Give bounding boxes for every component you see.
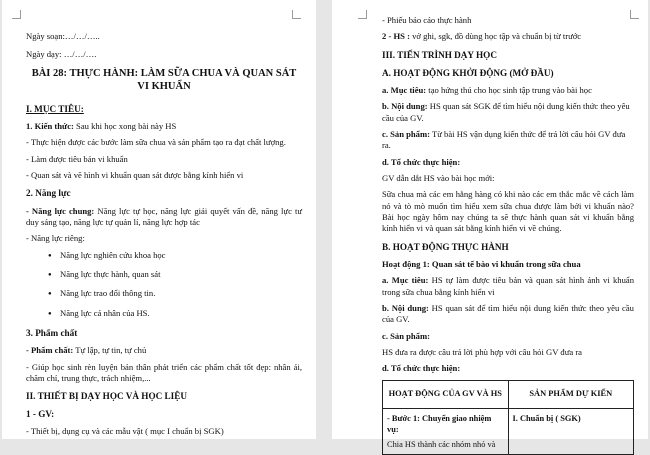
list-item: ● Năng lực trao đổi thông tin. — [48, 288, 302, 299]
content-text: HS quan sát SGK để tìm hiểu nội dung kiến thức theo yêu cầu của GV. — [382, 101, 630, 123]
knowledge-item: - Thực hiện được các bước làm sữa chua và sản phẩm tạo ra đạt chất lượng. — [26, 137, 286, 148]
report-sheet-line: - Phiếu báo cáo thực hành — [382, 15, 472, 25]
table-header-product: SẢN PHẨM DỰ KIẾN — [508, 380, 634, 408]
lesson-title: BÀI 28: THỰC HÀNH: LÀM SỮA CHUA VÀ QUAN SÁT VI KHUẨN — [31, 67, 297, 93]
step-label: - Bước 1: Chuyển giao nhiệm vụ: — [387, 413, 492, 434]
objective-text: tạo hứng thú cho học sinh tập trung vào bài học — [426, 84, 592, 95]
general-competence — [26, 206, 302, 229]
section-heading-equipment: II. THIẾT BỊ DẠY HỌC VÀ HỌC LIỆU — [26, 391, 187, 402]
activity-1-content — [382, 303, 634, 326]
product-label: c. Sản phẩm: — [382, 330, 430, 341]
general-competence-text: Năng lực tự học, năng lực giải quyết vấn đề, năng lực tư duy sáng tạo, năng lực tự quản lí, năng lực hợp tác — [26, 205, 302, 227]
competence-heading: 2. Năng lực — [26, 188, 71, 199]
product-text: Từ bài HS vận dụng kiến thức để trả lời câu hỏi GV đưa ra. — [382, 129, 626, 151]
content-label: b. Nội dung: — [382, 302, 429, 313]
competence-list — [48, 250, 302, 319]
teach-date-line: Ngày dạy: …/…/…. — [26, 49, 97, 60]
student-label: 2 - HS : — [382, 31, 410, 42]
table-row — [383, 408, 634, 454]
warmup-product — [382, 129, 634, 152]
organization-label: d. Tổ chức thực hiện: — [382, 363, 461, 374]
table-cell-product: I. Chuẩn bị ( SGK) — [508, 408, 634, 454]
section-heading-objectives: I. MỤC TIÊU: — [26, 103, 84, 114]
activity-1-heading: Hoạt động 1: Quan sát tế bào vi khuẩn trong sữa chua — [382, 258, 581, 269]
list-item: ● Năng lực nghiên cứu khoa học — [48, 250, 302, 261]
list-item: ● Năng lực cá nhân của HS. — [48, 308, 302, 319]
page-corner-mark — [630, 10, 639, 19]
step-text: Chia HS thành các nhóm nhỏ và — [387, 439, 496, 449]
quality-label: - Phẩm chất: — [26, 345, 74, 356]
intro-line: GV dẫn dắt HS vào bài học mới: — [382, 173, 495, 184]
activity-1-product: HS đưa ra được câu trả lời phù hợp với câu hỏi GV đưa ra — [382, 346, 582, 357]
page-corner-mark — [358, 10, 367, 19]
activity-1-objective — [382, 275, 634, 298]
page-corner-mark — [292, 10, 301, 19]
warmup-content — [382, 101, 634, 124]
table-header-row — [383, 380, 634, 408]
product-label: c. Sản phẩm: — [382, 129, 430, 139]
specific-competence-label: - Năng lực riêng: — [26, 233, 85, 244]
objective-label: a. Mục tiêu: — [382, 84, 427, 95]
quality-line — [26, 345, 302, 356]
teacher-equipment: - Thiết bị, dụng cụ và các mẫu vật ( mục I chuẩn bị SGK) — [26, 426, 224, 437]
activity-heading-practice: B. HOẠT ĐỘNG THỰC HÀNH — [382, 241, 509, 252]
student-prep-line — [382, 31, 634, 42]
quality-heading: 3. Phẩm chất — [26, 328, 78, 339]
document-page-left — [2, 0, 316, 439]
activity-table — [382, 380, 634, 455]
knowledge-intro: Sau khi học xong bài này HS — [76, 121, 177, 132]
document-page-right — [332, 0, 648, 449]
table-header-activity: HOẠT ĐỘNG CỦA GV VÀ HS — [383, 380, 509, 408]
table-cell-activity — [383, 408, 509, 454]
knowledge-item: - Làm được tiêu bản vi khuẩn — [26, 153, 128, 164]
student-prep-text: vở ghi, sgk, đồ dùng học tập và chuẩn bị từ trước — [409, 31, 582, 42]
objective-label: a. Mục tiêu: — [382, 275, 429, 286]
warmup-objective — [382, 85, 634, 96]
content-label: b. Nội dung: — [382, 101, 428, 112]
quality-text: Tự lập, tự tin, tự chủ — [73, 345, 147, 356]
knowledge-line — [26, 121, 302, 132]
activity-heading-warmup: A. HOẠT ĐỘNG KHỞI ĐỘNG (MỞ ĐẦU) — [382, 67, 554, 78]
intro-paragraph: Sữa chua mà các em hằng hàng có khi nào các em thắc mắc về cách làm nó và tò mò muốn tìm hiểu xem sữa chua được làm bởi vi khuẩn nào? Bài học ngày hôm nay chúng ta sẽ thực hành quan sát vi khuẩn bằng kính hiển vi và quan sát bằng kính hiển vi về chúng. — [382, 189, 634, 234]
prep-date-line: Ngày soạn:…/…/….. — [26, 31, 100, 41]
objective-text: HS tự làm được tiêu bản và quan sát hình ảnh vi khuẩn trong sữa chua bằng kính hiển vi — [382, 275, 634, 297]
knowledge-heading: 1. Kiến thức: — [26, 121, 74, 132]
content-text: HS quan sát để tìm hiểu nội dung kiến thức theo yêu cầu của GV. — [382, 302, 634, 325]
teacher-heading: 1 - GV: — [26, 409, 55, 420]
section-heading-process: III. TIẾN TRÌNH DẠY HỌC — [382, 49, 497, 60]
organization-label: d. Tổ chức thực hiện: — [382, 156, 461, 167]
quality-detail: - Giúp học sinh rèn luyện bản thân phát triển các phẩm chất tốt đẹp: nhân ái, chăm chỉ, trung thực, trách nhiệm,... — [26, 361, 302, 383]
knowledge-item: - Quan sát và vẽ hình vi khuẩn quan sát được bằng kính hiển vi — [26, 170, 244, 181]
list-item: ● Năng lực thực hành, quan sát — [48, 269, 302, 280]
general-competence-label: - Năng lực chung: — [26, 205, 95, 216]
page-corner-mark — [12, 10, 21, 19]
